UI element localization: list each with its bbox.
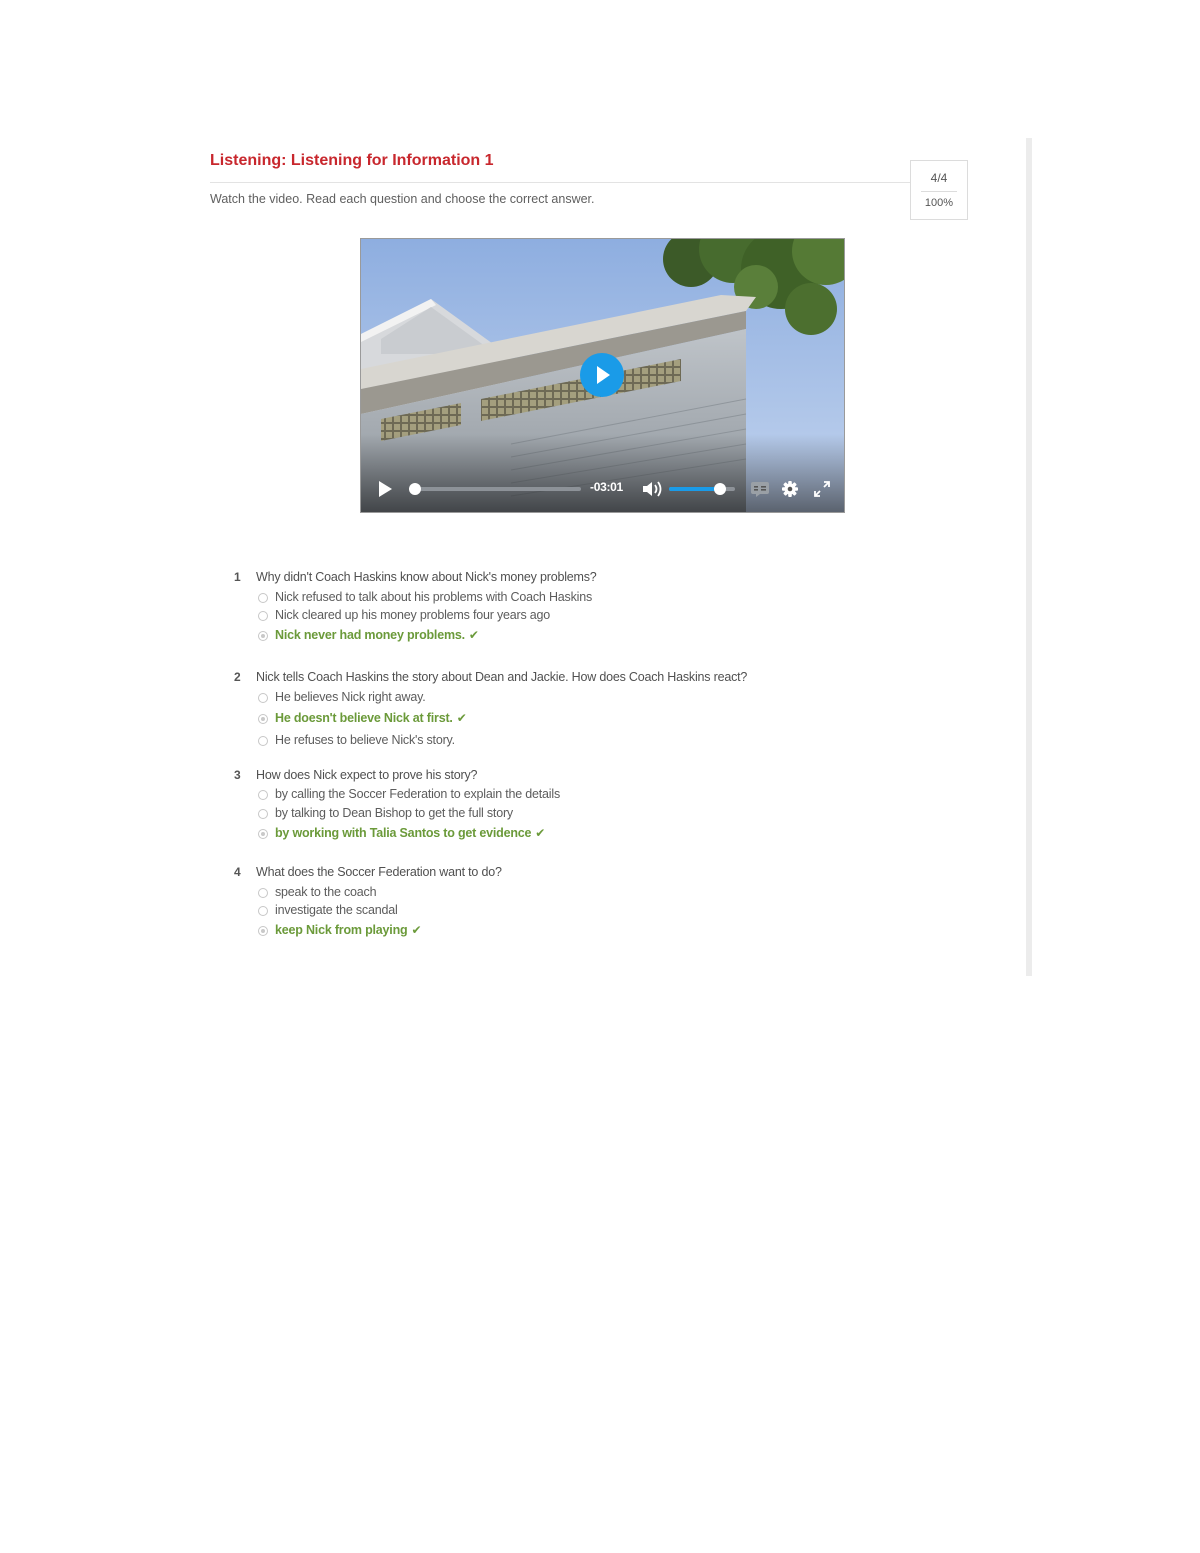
answer-label xyxy=(275,923,421,937)
video-controls xyxy=(361,467,845,513)
score-count: 4/4 xyxy=(930,171,948,185)
page-right-border xyxy=(1026,138,1032,976)
answer-label xyxy=(275,733,455,747)
answer-label xyxy=(275,711,467,725)
question-text: What does the Soccer Federation want to do? xyxy=(256,865,502,879)
volume-level xyxy=(669,487,720,491)
answer-label xyxy=(275,590,592,604)
answer-label-text: Nick never had money problems. xyxy=(275,628,465,642)
correct-check-icon: ✔ xyxy=(456,711,467,725)
answer-label-text: keep Nick from playing xyxy=(275,923,408,937)
seek-bar[interactable] xyxy=(411,487,581,491)
radio-button[interactable] xyxy=(258,714,268,724)
big-play-button[interactable] xyxy=(580,353,624,397)
radio-button[interactable] xyxy=(258,631,268,641)
correct-check-icon: ✔ xyxy=(468,628,479,642)
question-number: 1 xyxy=(234,570,241,584)
radio-button[interactable] xyxy=(258,611,268,621)
answer-label-text: by talking to Dean Bishop to get the full story xyxy=(275,806,513,820)
score-box xyxy=(910,160,968,220)
radio-button[interactable] xyxy=(258,829,268,839)
radio-button[interactable] xyxy=(258,593,268,603)
gear-icon[interactable] xyxy=(780,479,800,499)
answer-label-text: speak to the coach xyxy=(275,885,377,899)
answer-label xyxy=(275,885,376,899)
question-number: 3 xyxy=(234,768,241,782)
instructions-text: Watch the video. Read each question and choose the correct answer. xyxy=(210,192,595,206)
question-number: 2 xyxy=(234,670,241,684)
answer-label xyxy=(275,826,545,840)
question-text: How does Nick expect to prove his story? xyxy=(256,768,478,782)
question-number: 4 xyxy=(234,865,241,879)
answer-label-text: He believes Nick right away. xyxy=(275,690,426,704)
answer-label-text: by calling the Soccer Federation to explain the details xyxy=(275,787,561,801)
volume-icon[interactable] xyxy=(641,479,665,499)
answer-label-text: investigate the scandal xyxy=(275,903,398,917)
time-remaining: -03:01 xyxy=(590,480,623,494)
radio-button[interactable] xyxy=(258,736,268,746)
answer-label xyxy=(275,806,513,820)
score-percent: 100% xyxy=(924,197,954,209)
correct-check-icon: ✔ xyxy=(411,923,422,937)
page-title: Listening: Listening for Information 1 xyxy=(210,152,494,169)
answer-label-text: He refuses to believe Nick's story. xyxy=(275,733,455,747)
answer-label xyxy=(275,903,398,917)
radio-button[interactable] xyxy=(258,809,268,819)
radio-button[interactable] xyxy=(258,888,268,898)
radio-button[interactable] xyxy=(258,906,268,916)
title-divider xyxy=(210,182,910,183)
answer-label xyxy=(275,608,550,622)
answer-label-text: Nick refused to talk about his problems with Coach Haskins xyxy=(275,590,593,604)
video-player[interactable] xyxy=(360,238,845,513)
answer-label-text: Nick cleared up his money problems four years ago xyxy=(275,608,551,622)
fullscreen-icon[interactable] xyxy=(812,479,832,499)
answer-label xyxy=(275,628,479,642)
answer-label-text: by working with Talia Santos to get evidence xyxy=(275,826,532,840)
radio-button[interactable] xyxy=(258,926,268,936)
closed-captions-icon[interactable] xyxy=(750,480,770,498)
answer-label-text: He doesn't believe Nick at first. xyxy=(275,711,453,725)
play-button[interactable] xyxy=(377,479,393,499)
answer-label xyxy=(275,690,425,704)
answer-label xyxy=(275,787,560,801)
correct-check-icon: ✔ xyxy=(535,826,546,840)
radio-button[interactable] xyxy=(258,693,268,703)
volume-handle[interactable] xyxy=(714,483,726,495)
score-divider xyxy=(921,191,957,192)
question-text: Nick tells Coach Haskins the story about Dean and Jackie. How does Coach Haskins react? xyxy=(256,670,748,684)
radio-button[interactable] xyxy=(258,790,268,800)
seek-handle[interactable] xyxy=(409,483,421,495)
question-text: Why didn't Coach Haskins know about Nick's money problems? xyxy=(256,570,597,584)
